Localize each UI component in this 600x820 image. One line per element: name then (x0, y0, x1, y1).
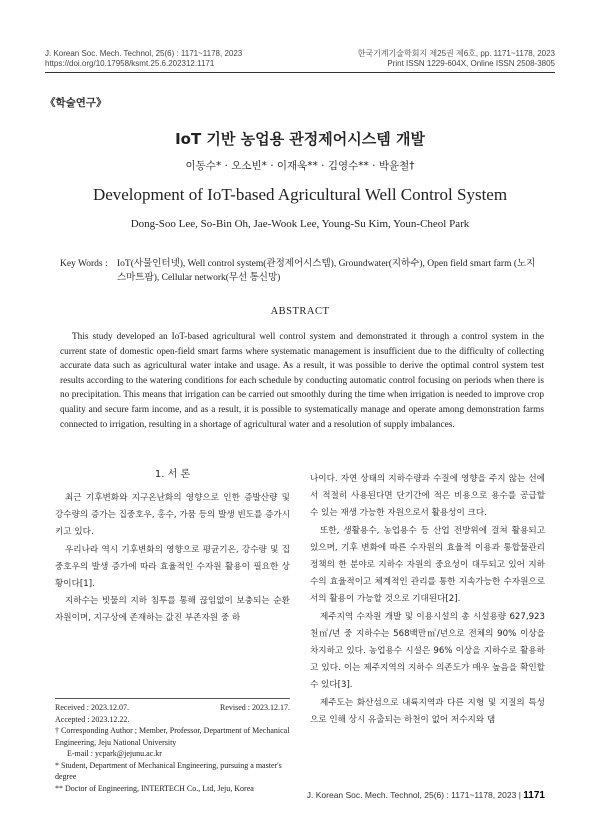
paragraph: 최근 기후변화와 지구온난화의 영향으로 인한 증발산량 및 강수량의 증가는 집중호우, 홍수, 가뭄 등의 발생 빈도를 증가시키고 있다. (55, 493, 290, 538)
page-number: 1171 (523, 790, 545, 801)
keywords-text: IoT(사물인터넷), Well control system(관정제어시스템), Groundwater(지하수), Open field smart farm (노지 스마트팜), Cellular network(무선 통신망) (117, 259, 536, 283)
authors-english: Dong-Soo Lee, So-Bin Oh, Jae-Wook Lee, Young-Su Kim, Youn-Cheol Park (130, 218, 470, 230)
received-date: Received : 2023.12.07. (55, 703, 129, 712)
paragraph: 제주지역 수자원 개발 및 이용시설의 총 시설용량 627,923천㎥/년 중 지하수는 568백만㎥/년으로 전체의 90% 이상을 차지하고 있다. 농업용수 시설은 96% 이상을 지하수로 활용하고 있다. 이는 제주지역의 지하수 의존도가 매우 높음을 확인할 수 있다[3]. (310, 611, 545, 691)
authors-korean: 이동수* · 오소빈* · 이재욱** · 김영수** · 박윤철† (185, 160, 415, 172)
doi-link[interactable]: https://doi.org/10.17958/ksmt.25.6.202312.1171 (45, 59, 215, 68)
affiliation-doctor: ** Doctor of Engineering, INTERTECH Co., Ltd, Jeju, Korea (55, 783, 254, 793)
keywords-label: Key Words : (60, 259, 108, 269)
paragraph: 제주도는 화산섬으로 내륙지역과 다른 지형 및 지질의 특성으로 인해 상시 유출되는 하천이 없어 저수지와 댐 (310, 697, 545, 725)
paragraph: 우리나라 역시 기후변화의 영향으로 평균기온, 강수량 및 집중호우의 발생 증가에 따라 효율적인 수자원 활용이 필요한 상황이다[1]. (55, 544, 290, 590)
header-divider (45, 72, 555, 73)
title-korean: IoT 기반 농업용 관정제어시스템 개발 (175, 130, 425, 148)
accepted-date: Accepted : 2023.12.22. (55, 714, 130, 724)
issn: Print ISSN 1229-604X, Online ISSN 2508-3805 (387, 59, 555, 68)
footer-citation: J. Korean Soc. Mech. Technol, 25(6) : 1171~1178, 2023 (306, 790, 517, 800)
section-title: 1. 서 론 (154, 469, 191, 480)
affiliation-student: * Student, Department of Mechanical Engineering, pursuing a master's degree (55, 760, 282, 781)
corresponding-author: † Corresponding Author ; Member, Professor, Department of Mechanical Engineering, Jeju National University (55, 726, 290, 747)
paragraph: 또한, 생활용수, 농업용수 등 산업 전방위에 걸쳐 활용되고 있으며, 기후 변화에 따른 수자원의 효율적 이용과 통합물관리 정책의 한 분야로 지하수 자원의 중요성이 대두되고 있어 지하수의 효율적이고 체계적인 관리를 통한 지속가능한 수자원으로서의 활용이 가능할 것으로 기대된다[2]. (310, 525, 545, 605)
abstract-body: This study developed an IoT-based agricultural well control system and demonstrated it through a control system in the current state of domestic open-field smart farms where systematic management is insufficient due to the difficulty of collecting accurate data such as agricultural water intake and usage. As a result, it was possible to derive the optimal control system test results according to the watering conditions for each schedule by conducting automatic control focusing on periods when there is no precipitation. This means that irrigation can be carried out smoothly during the time when irrigation is needed to improve crop quality and secure farm income, and as a result, it is possible to systematically manage and operate among demonstration farms connected to irrigation, resulting in a shortage of agricultural water and a resolution of supply imbalances. (60, 332, 544, 430)
journal-header-left (45, 49, 242, 69)
revised-date: Revised : 2023.12.17. (220, 703, 290, 712)
email[interactable]: E-mail : ycpark@jejunu.ac.kr (67, 749, 162, 758)
journal-citation: J. Korean Soc. Mech. Technol, 25(6) : 1171~1178, 2023 (45, 49, 243, 58)
abstract-title: ABSTRACT (270, 306, 330, 317)
left-column (55, 490, 290, 628)
footnote-divider (55, 698, 290, 699)
title-english: Development of IoT-based Agricultural Well Control System (92, 185, 508, 204)
footnotes (55, 702, 290, 794)
right-column (310, 471, 545, 729)
page-footer: J. Korean Soc. Mech. Technol, 25(6) : 1171~1178, 2023 | 1171 (306, 790, 545, 801)
journal-citation-ko: 한국기계기술학회지 제25권 제6호, pp. 1171~1178, 2023 (357, 49, 555, 58)
paragraph: 나이다. 자연 상태의 지하수량과 수질에 영향을 주지 않는 선에서 적절히 사용된다면 단기간에 적은 비용으로 용수를 공급할 수 있는 재생 가능한 자원으로서 활용성이 크다. (310, 474, 545, 519)
journal-header-right (358, 49, 555, 69)
keywords (60, 257, 545, 285)
article-category: 《학술연구》 (45, 97, 107, 109)
paragraph: 지하수는 빗물의 지하 침투를 통해 끊임없이 보충되는 순환자원이며, 지구상에 존재하는 값진 부존자원 중 하 (55, 596, 290, 624)
